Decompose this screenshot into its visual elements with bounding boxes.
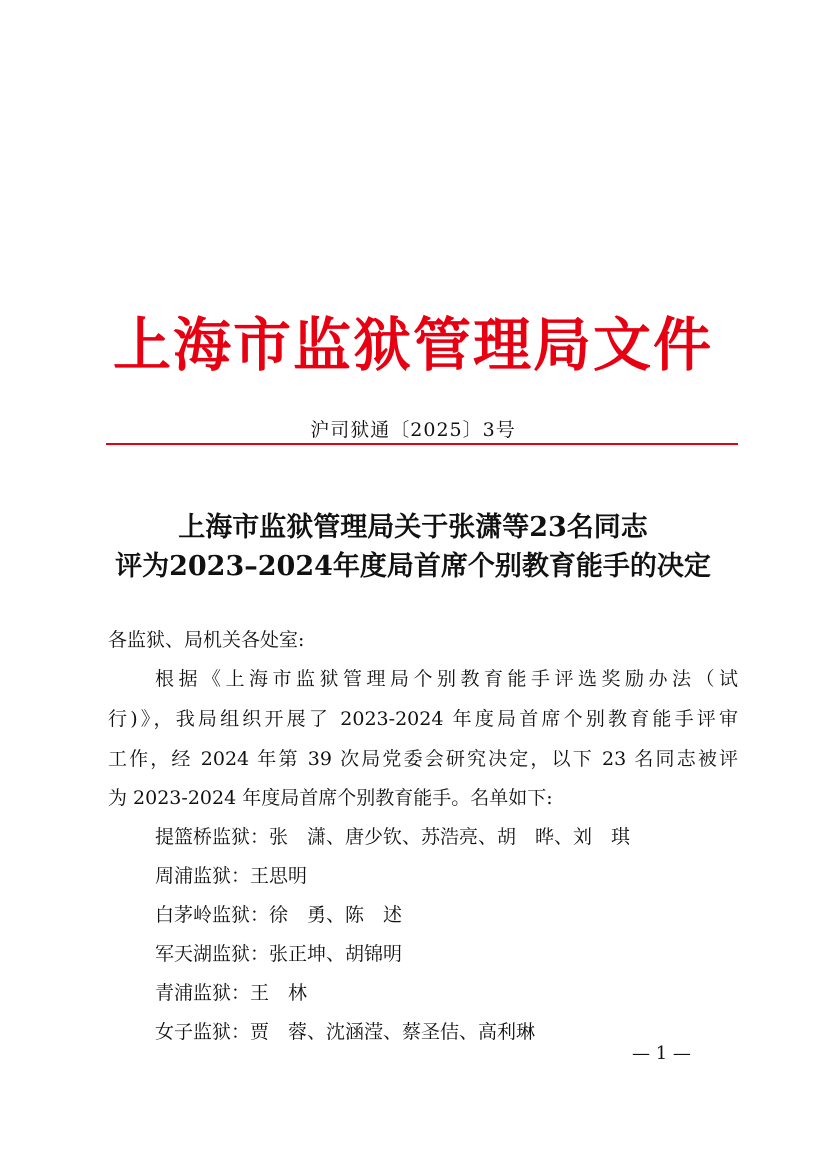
document-title-line-2: 评为2023–2024年度局首席个别教育能手的决定 [115, 551, 711, 582]
page-number: — 1 — [632, 1043, 691, 1064]
document-header-title: 上海市监狱管理局文件 [112, 311, 713, 379]
list-item: 青浦监狱：王 林 [155, 982, 308, 1004]
list-item: 军天湖监狱：张正坤、胡锦明 [155, 943, 403, 965]
list-item: 提篮桥监狱：张 潇、唐少钦、苏浩亮、胡 晔、刘 琪 [155, 826, 631, 848]
paragraph-line: 为 2023-2024 年度局首席个别教育能手。名单如下: [108, 787, 553, 809]
paragraph-line: 根据《上海市监狱管理局个别教育能手评选奖励办法（试 [155, 668, 738, 690]
document-title-line-1: 上海市监狱管理局关于张潇等23名同志 [178, 512, 648, 543]
salutation: 各监狱、局机关各处室: [108, 629, 305, 651]
paragraph-line: 工作，经 2024 年第 39 次局党委会研究决定，以下 23 名同志被评 [108, 748, 738, 770]
paragraph-line: 行)》，我局组织开展了 2023-2024 年度局首席个别教育能手评审 [108, 708, 738, 730]
red-divider-line [106, 443, 738, 445]
document-number: 沪司狱通〔2025〕3号 [310, 419, 516, 441]
list-item: 周浦监狱：王思明 [155, 865, 308, 887]
list-item: 女子监狱：贾 蓉、沈涵滢、蔡圣佶、高利琳 [155, 1021, 536, 1043]
list-item: 白茅岭监狱：徐 勇、陈 述 [155, 904, 403, 926]
